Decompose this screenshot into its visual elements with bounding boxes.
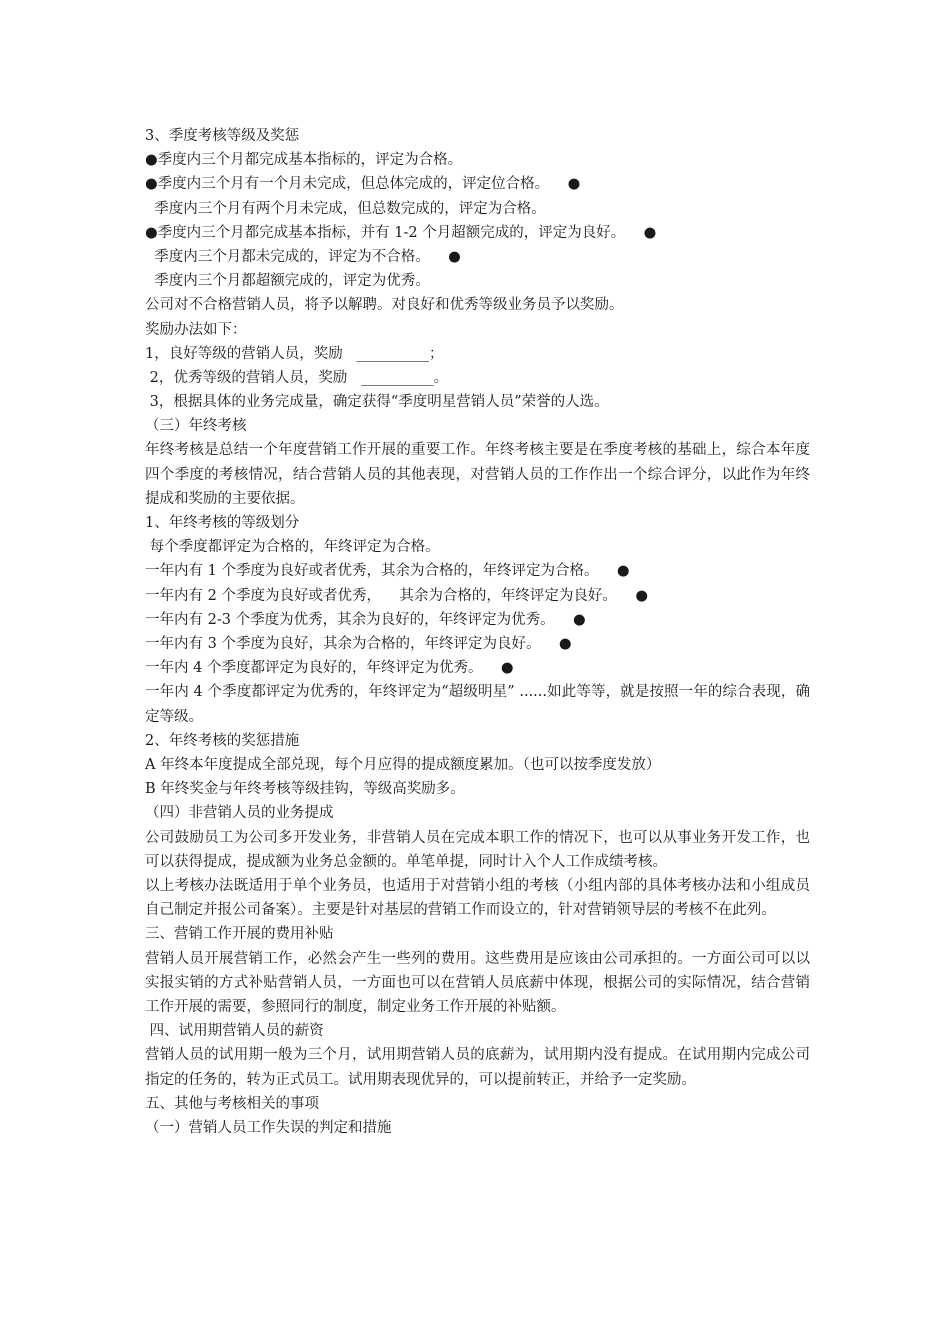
paragraph-nonsales: 公司鼓励员工为公司多开发业务，非营销人员在完成本职工作的情况下，也可以从事业务开发工作，也可以获得提成，提成额为业务总金额的。单笔单提，同时计入个人工作成绩考核。 [145, 829, 810, 870]
text-line: 每个季度都评定为合格的，年终评定为合格。 [145, 539, 440, 556]
text-line: 一年内有 2 个季度为良好或者优秀， 其余为合格的，年终评定为良好。 ● [145, 587, 648, 604]
reward-line-star: 3，根据具体的业务完成量，确定获得“季度明星营销人员”荣誉的人选。 [145, 394, 609, 411]
section-heading: 3、季度考核等级及奖惩 [145, 128, 300, 144]
text-line: ●季度内三个月有一个月未完成，但总体完成的，评定位合格。 ● [145, 176, 581, 193]
text-line: 季度内三个月都未完成的，评定为不合格。 ● [145, 248, 461, 265]
text-line: 一年内 4 个季度都评定为良好的，年终评定为优秀。 ● [145, 660, 514, 677]
section-heading: 五、其他与考核相关的事项 [145, 1095, 319, 1112]
text-line: ●季度内三个月都完成基本指标的，评定为合格。 [145, 152, 463, 169]
text-line: ●季度内三个月都完成基本指标，并有 1-2 个月超额完成的，评定为良好。 ● [145, 224, 657, 241]
text-line: 公司对不合格营销人员，将予以解聘。对良好和优秀等级业务员予以奖励。 [145, 297, 624, 314]
text-line: 一年内有 3 个季度为良好，其余为合格的，年终评定为良好。 ● [145, 635, 572, 652]
text-line: 季度内三个月都超额完成的，评定为优秀。 [145, 273, 430, 290]
text-line: 季度内三个月有两个月未完成，但总数完成的，评定为合格。 [145, 200, 546, 217]
section-heading: （四）非营销人员的业务提成 [145, 805, 334, 822]
paragraph-scope: 以上考核办法既适用于单个业务员，也适用于对营销小组的考核（小组内部的具体考核办法和小组成员自己制定并报公司备案）。主要是针对基层的营销工作而设立的，针对营销领导层的考核不在此列。 [145, 877, 810, 919]
paragraph-subsidy: 营销人员开展营销工作，必然会产生一些列的费用。这些费用是应该由公司承担的。一方面公司可以以实报实销的方式补贴营销人员，一方面也可以在营销人员底薪中体现，根据公司的实际情况，结合营销工作开展的需要，参照同行的制度，制定业务工作开展的补贴额。 [145, 950, 810, 1015]
paragraph-superstar: 一年内 4 个季度都评定为优秀的，年终评定为“超级明星” ......如此等等，就是按照一年的综合表现，确定等级。 [145, 684, 810, 725]
paragraph-probation: 营销人员的试用期一般为三个月，试用期营销人员的底薪为，试用期内没有提成。在试用期内完成公司指定的任务的，转为正式员工。试用期表现优异的，可以提前转正，并给予一定奖励。 [145, 1047, 810, 1088]
section-heading: 2、年终考核的奖惩措施 [145, 732, 300, 749]
text-line: 一年内有 2-3 个季度为优秀，其余为良好的，年终评定为优秀。 ● [145, 611, 586, 628]
paragraph-year-end: 年终考核是总结一个年度营销工作开展的重要工作。年终考核主要是在季度考核的基础上，综合本年度四个季度的考核情况，结合营销人员的其他表现，对营销人员的工作作出一个综合评分，以此作为年终提成和奖励的主要依据。 [145, 442, 810, 507]
section-heading: 四、试用期营销人员的薪资 [145, 1023, 324, 1040]
section-heading: 1、年终考核的等级划分 [145, 515, 300, 532]
text-line: 一年内有 1 个季度为良好或者优秀，其余为合格的，年终评定为合格。 ● [145, 563, 630, 580]
reward-line-excellent: 2，优秀等级的营销人员，奖励 __________。 [145, 369, 449, 386]
section-heading: （三）年终考核 [145, 418, 247, 435]
text-line: B 年终奖金与年终考核等级挂钩，等级高奖励多。 [145, 781, 465, 798]
reward-line-good: 1，良好等级的营销人员，奖励 __________； [145, 345, 444, 362]
section-heading: （一）营销人员工作失误的判定和措施 [145, 1119, 392, 1136]
document-body [145, 124, 810, 1140]
text-line: A 年终本年度提成全部兑现，每个月应得的提成额度累加。（也可以按季度发放） [145, 756, 661, 773]
text-line: 奖励办法如下： [145, 321, 247, 338]
section-heading: 三、营销工作开展的费用补贴 [145, 926, 334, 943]
